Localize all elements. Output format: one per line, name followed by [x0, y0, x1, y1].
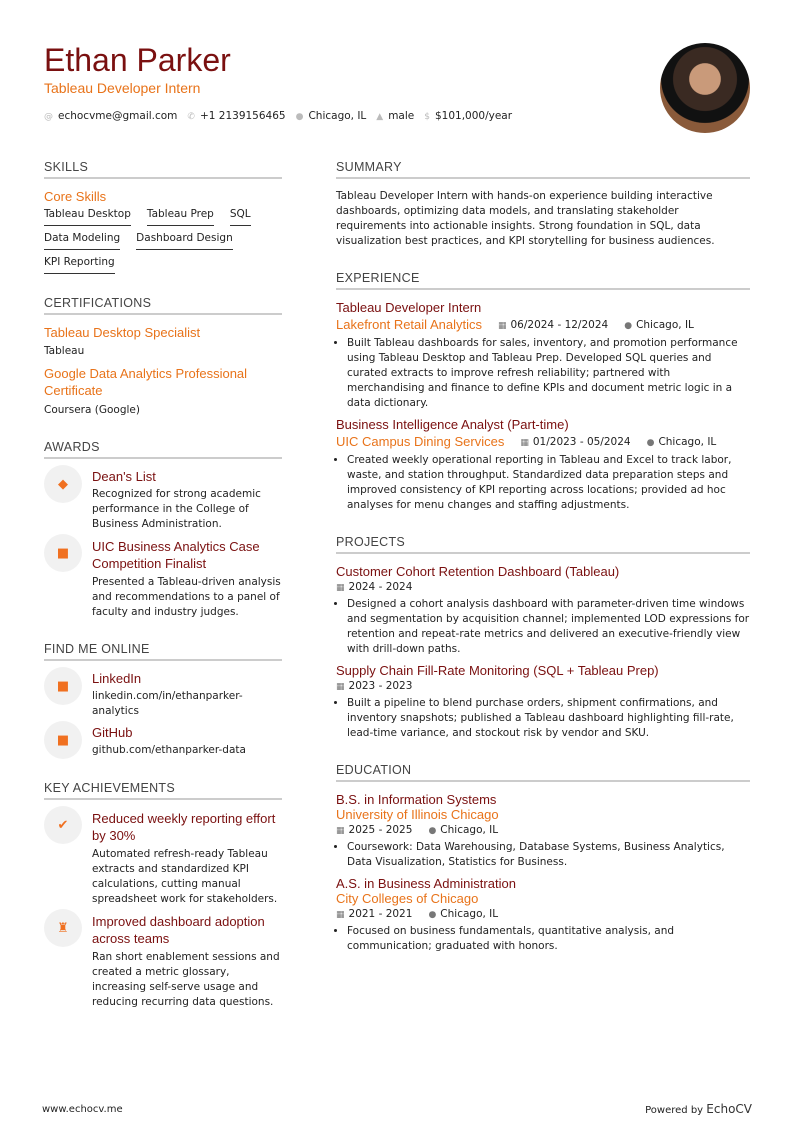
calendar-icon: ▦ — [336, 682, 345, 692]
projects-section — [336, 535, 750, 741]
experience-section — [336, 271, 750, 513]
awards-section — [44, 440, 282, 620]
location-icon: ● — [428, 910, 437, 920]
certifications-section — [44, 296, 282, 418]
left-column — [44, 160, 282, 1032]
skill-group: Core Skills — [44, 189, 107, 204]
calendar-icon: ▦ — [336, 583, 345, 593]
degree: B.S. in Information Systems — [336, 792, 497, 807]
section-heading: FIND ME ONLINE — [44, 642, 282, 661]
github-link[interactable]: github.com/ethanparker-data — [92, 744, 246, 756]
check-icon: ✔ — [44, 806, 82, 844]
skill-tag: SQL — [230, 208, 251, 226]
calendar-icon: ▦ — [336, 826, 345, 836]
company: Lakefront Retail Analytics — [336, 317, 482, 332]
skill-tag: Data Modeling — [44, 232, 120, 250]
job-role: Business Intelligence Analyst (Part-time) — [336, 417, 569, 432]
award-item — [44, 538, 282, 620]
school: University of Illinois Chicago — [336, 807, 499, 822]
section-heading: CERTIFICATIONS — [44, 296, 282, 315]
education-item — [336, 792, 750, 870]
location-icon: ● — [624, 320, 633, 331]
bullet: • Built Tableau dashboards for sales, inventory, and promotion performance using Tableau Desktop and Tableau Prep. Developed SQL queries and curated extracts to improve refresh reliability; partnered with merchandising and finance to define KPIs and document metric logic in a data dictionary. — [347, 336, 750, 411]
experience-item — [336, 417, 750, 513]
achievement-desc: Automated refresh-ready Tableau extracts and standardized KPI calculations, cutting manual spreadsheet work for stakeholders. — [92, 848, 278, 905]
cert-name: Tableau Desktop Specialist — [44, 325, 201, 340]
dates: 01/2023 - 05/2024 — [532, 435, 631, 448]
dates: 2023 - 2023 — [348, 680, 413, 692]
email[interactable]: echocvme@gmail.com — [58, 110, 178, 122]
award-title: Dean's List — [92, 469, 156, 484]
location-icon: ● — [295, 112, 304, 122]
dates: 06/2024 - 12/2024 — [510, 318, 609, 331]
team-icon: ♜ — [44, 909, 82, 947]
award-desc: Presented a Tableau-driven analysis and recommendations to a panel of faculty and industry judges. — [92, 576, 281, 618]
salary-icon: $ — [424, 112, 430, 122]
online-section — [44, 642, 282, 759]
dates: 2024 - 2024 — [348, 581, 413, 593]
section-heading: EXPERIENCE — [336, 271, 750, 290]
achievement-item — [44, 810, 282, 907]
award-title: UIC Business Analytics Case Competition Finalist — [92, 539, 260, 571]
skill-tag: Dashboard Design — [136, 232, 233, 250]
summary-text: Tableau Developer Intern with hands-on experience building interactive dashboards, optimizing data models, and translating stakeholder requirements into actionable insights. Strong foundation in SQL, data visualization best practices, and KPI storytelling for business audiences. — [336, 190, 715, 247]
job-role: Tableau Developer Intern — [336, 300, 482, 315]
online-item — [44, 725, 282, 759]
location-icon: ● — [428, 826, 437, 836]
gender: male — [388, 110, 415, 122]
experience-item — [336, 300, 750, 411]
project-title: Supply Chain Fill-Rate Monitoring (SQL + Tableau Prep) — [336, 663, 659, 678]
candidate-name: Ethan Parker — [44, 42, 231, 78]
cert-issuer: Coursera (Google) — [44, 404, 140, 416]
achievement-title: Improved dashboard adoption across teams — [92, 914, 265, 946]
brand-logo[interactable]: EchoCV — [706, 1102, 752, 1116]
linkedin-link[interactable]: linkedin.com/in/ethanparker-analytics — [92, 690, 243, 717]
achievements-section — [44, 781, 282, 1010]
online-title: LinkedIn — [92, 671, 142, 686]
salary: $101,000/year — [434, 110, 513, 122]
skill-tag: KPI Reporting — [44, 256, 115, 274]
school: City Colleges of Chicago — [336, 891, 479, 906]
project-title: Customer Cohort Retention Dashboard (Tableau) — [336, 564, 620, 579]
avatar — [660, 43, 750, 133]
location: Chicago, IL — [308, 110, 367, 122]
project-item — [336, 663, 750, 741]
calendar-icon: ▦ — [336, 910, 345, 920]
section-heading: SKILLS — [44, 160, 282, 179]
person-icon: ▲ — [376, 112, 384, 122]
cert-issuer: Tableau — [44, 345, 85, 357]
location: Chicago, IL — [636, 318, 694, 331]
education-item — [336, 876, 750, 954]
achievement-title: Reduced weekly reporting effort by 30% — [92, 811, 276, 843]
online-title: GitHub — [92, 725, 133, 740]
calendar-icon: ▦ — [497, 320, 507, 331]
bullet: • Created weekly operational reporting in Tableau and Excel to track labor, waste, and station throughput. Standardized data preparation steps and improved consistency of KPI reporting across locations; provided ad hoc analyses for menu changes and staffing adjustments. — [347, 453, 750, 513]
location: Chicago, IL — [440, 908, 499, 920]
dates: 2021 - 2021 — [348, 908, 413, 920]
bullet: • Designed a cohort analysis dashboard with parameter-driven time windows and segmentation by acquisition channel; implemented LOD expressions for retention and repeat-rate metrics and delivered an executive-friendly view with drill-down paths. — [347, 597, 750, 657]
contact-bar — [44, 110, 512, 122]
achievement-item — [44, 913, 282, 1010]
candidate-title: Tableau Developer Intern — [44, 80, 201, 96]
powered-label: Powered by — [645, 1105, 704, 1116]
section-heading: AWARDS — [44, 440, 282, 459]
skill-tag: Tableau Desktop — [44, 208, 131, 226]
email-icon: @ — [44, 112, 53, 122]
education-section — [336, 763, 750, 954]
degree: A.S. in Business Administration — [336, 876, 516, 891]
footer-site[interactable]: www.echocv.me — [42, 1104, 123, 1115]
cert-name: Google Data Analytics Professional Certificate — [44, 366, 248, 398]
cube-icon: ◆ — [44, 465, 82, 503]
company: UIC Campus Dining Services — [336, 434, 505, 449]
location-icon: ● — [646, 437, 655, 448]
summary-section — [336, 160, 750, 249]
award-desc: Recognized for strong academic performance in the College of Business Administration. — [92, 488, 261, 530]
phone-icon: ✆ — [187, 112, 195, 122]
calendar-icon: ▦ — [520, 437, 529, 448]
section-heading: PROJECTS — [336, 535, 750, 554]
award-item — [44, 469, 282, 532]
phone: +1 2139156465 — [199, 110, 286, 122]
skill-tag: Tableau Prep — [147, 208, 214, 226]
bullet: • Coursework: Data Warehousing, Database Systems, Business Analytics, Data Visualization, Statistics for Business. — [347, 840, 750, 870]
achievement-desc: Ran short enablement sessions and created a metric glossary, increasing self-serve usage and reducing recurring data questions. — [92, 951, 280, 1008]
skills-section — [44, 160, 282, 274]
linkedin-icon: ■ — [44, 667, 82, 705]
dates: 2025 - 2025 — [348, 824, 413, 836]
location: Chicago, IL — [440, 824, 499, 836]
project-item — [336, 564, 750, 657]
online-item — [44, 671, 282, 719]
section-heading: SUMMARY — [336, 160, 750, 179]
section-heading: KEY ACHIEVEMENTS — [44, 781, 282, 800]
location: Chicago, IL — [658, 435, 717, 448]
footer-powered — [645, 1102, 752, 1116]
bullet: • Built a pipeline to blend purchase orders, shipment confirmations, and inventory snapshots; published a Tableau dashboard highlighting fill-rate, lead-time variance, and stockout risk by vendor and SKU. — [347, 696, 750, 741]
section-heading: EDUCATION — [336, 763, 750, 782]
github-icon: ■ — [44, 721, 82, 759]
bullet: • Focused on business fundamentals, quantitative analysis, and communication; graduated with honors. — [347, 924, 750, 954]
award-icon: ■ — [44, 534, 82, 572]
right-column — [336, 160, 750, 976]
